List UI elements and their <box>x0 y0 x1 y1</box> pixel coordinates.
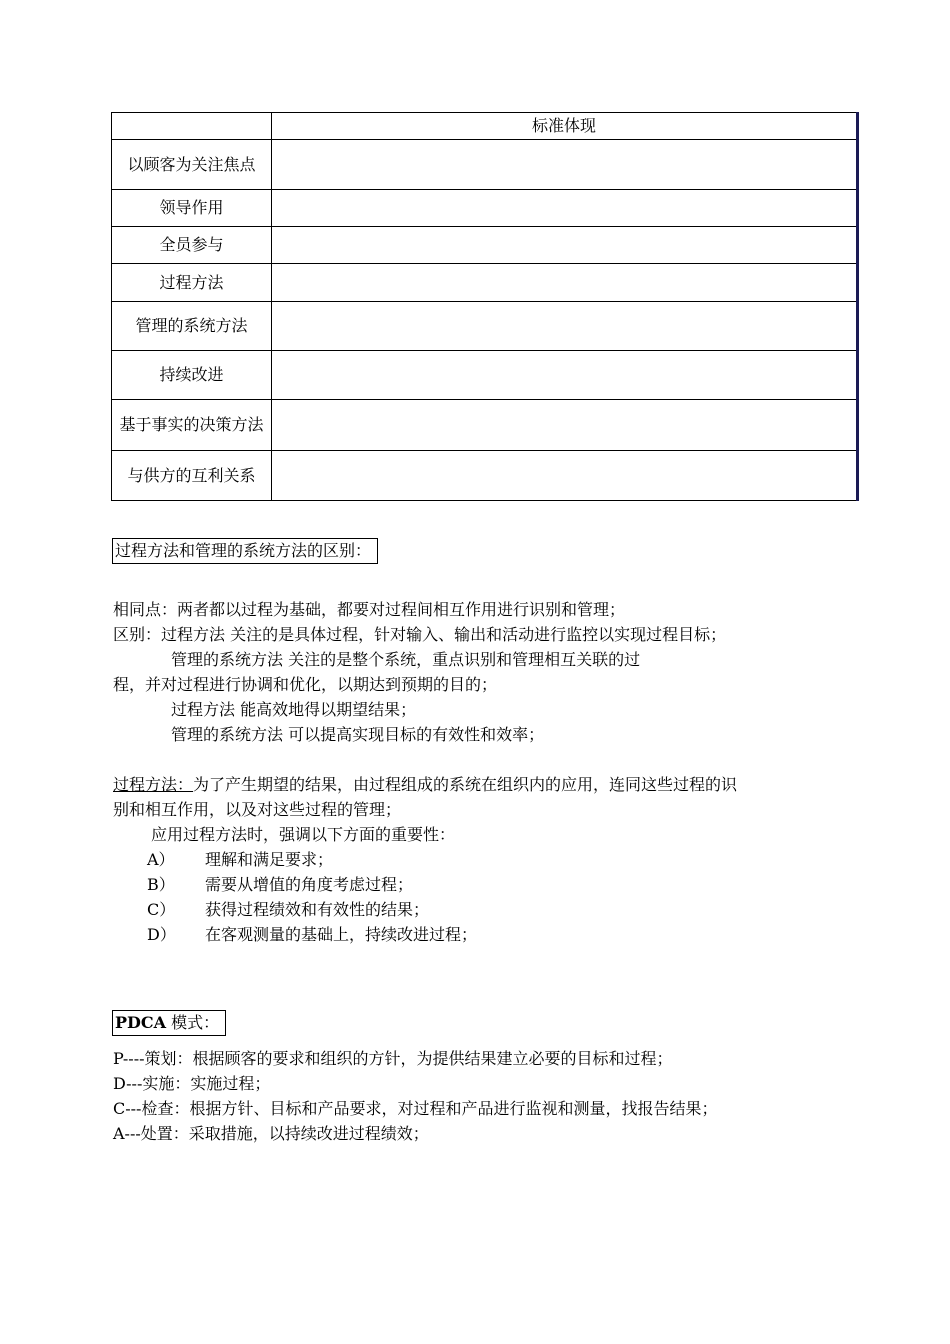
principle-cell: 领导作用 <box>112 190 272 227</box>
table-row <box>112 264 858 302</box>
difference-heading: 过程方法和管理的系统方法的区别： <box>112 538 378 564</box>
header-empty-cell <box>112 113 272 140</box>
list-text: 理解和满足要求； <box>205 850 334 869</box>
list-text: 需要从增值的角度考虑过程； <box>205 875 414 894</box>
value-cell <box>272 451 858 501</box>
list-item <box>147 923 477 947</box>
pdca-plan-line: P----策划：根据顾客的要求和组织的方针，为提供结果建立必要的目标和过程； <box>113 1049 673 1068</box>
list-letter: A） <box>147 850 175 869</box>
pdca-heading-bold: PDCA <box>115 1013 167 1032</box>
system-method-benefit-line: 管理的系统方法 可以提高实现目标的有效性和效率； <box>171 725 545 744</box>
list-item <box>147 848 333 872</box>
table-row <box>112 451 858 501</box>
process-definition-line <box>113 773 737 797</box>
table-row <box>112 227 858 264</box>
process-definition-line-2: 别和相互作用，以及对这些过程的管理； <box>113 800 402 819</box>
value-cell <box>272 190 858 227</box>
value-cell <box>272 302 858 351</box>
table-row <box>112 190 858 227</box>
difference-line: 区别：过程方法 关注的是具体过程，针对输入、输出和活动进行监控以实现过程目标； <box>113 625 727 644</box>
list-text: 在客观测量的基础上，持续改进过程； <box>205 925 478 944</box>
pdca-heading-rest: 模式： <box>166 1013 220 1032</box>
pdca-heading-box <box>112 1010 226 1036</box>
list-item <box>147 873 413 897</box>
value-cell <box>272 400 858 451</box>
system-method-continued-line: 程，并对过程进行协调和优化，以期达到预期的目的； <box>113 675 498 694</box>
difference-heading-box <box>112 538 378 564</box>
value-cell <box>272 351 858 400</box>
header-cell: 标准体现 <box>272 113 858 140</box>
list-letter: C） <box>147 900 176 919</box>
pdca-act-line: A---处置：采取措施，以持续改进过程绩效； <box>113 1124 429 1143</box>
pdca-check-line: C---检查：根据方针、目标和产品要求，对过程和产品进行监视和测量，找报告结果； <box>113 1099 718 1118</box>
principle-cell: 持续改进 <box>112 351 272 400</box>
process-definition-text: 为了产生期望的结果，由过程组成的系统在组织内的应用，连同这些过程的识 <box>193 775 738 794</box>
list-letter: D） <box>147 925 176 944</box>
list-text: 获得过程绩效和有效性的结果； <box>205 900 430 919</box>
table-row <box>112 351 858 400</box>
table-header-row <box>112 113 858 140</box>
list-item <box>147 898 429 922</box>
value-cell <box>272 264 858 302</box>
value-cell <box>272 227 858 264</box>
principle-cell: 以顾客为关注焦点 <box>112 140 272 190</box>
system-method-line: 管理的系统方法 关注的是整个系统，重点识别和管理相互关联的过 <box>171 650 641 669</box>
table-row <box>112 140 858 190</box>
principles-table <box>111 112 859 501</box>
principle-cell: 基于事实的决策方法 <box>112 400 272 451</box>
table-row <box>112 400 858 451</box>
pdca-do-line: D---实施：实施过程； <box>113 1074 271 1093</box>
table-row <box>112 302 858 351</box>
principle-cell: 管理的系统方法 <box>112 302 272 351</box>
principle-cell: 全员参与 <box>112 227 272 264</box>
same-point-line: 相同点：两者都以过程为基础，都要对过程间相互作用进行识别和管理； <box>113 600 626 619</box>
principle-cell: 过程方法 <box>112 264 272 302</box>
process-term: 过程方法： <box>113 775 194 794</box>
process-method-benefit-line: 过程方法 能高效地得以期望结果； <box>171 700 417 719</box>
value-cell <box>272 140 858 190</box>
pdca-heading <box>112 1010 226 1036</box>
list-letter: B） <box>147 875 175 894</box>
principle-cell: 与供方的互利关系 <box>112 451 272 501</box>
process-intro-line: 应用过程方法时，强调以下方面的重要性： <box>151 825 456 844</box>
